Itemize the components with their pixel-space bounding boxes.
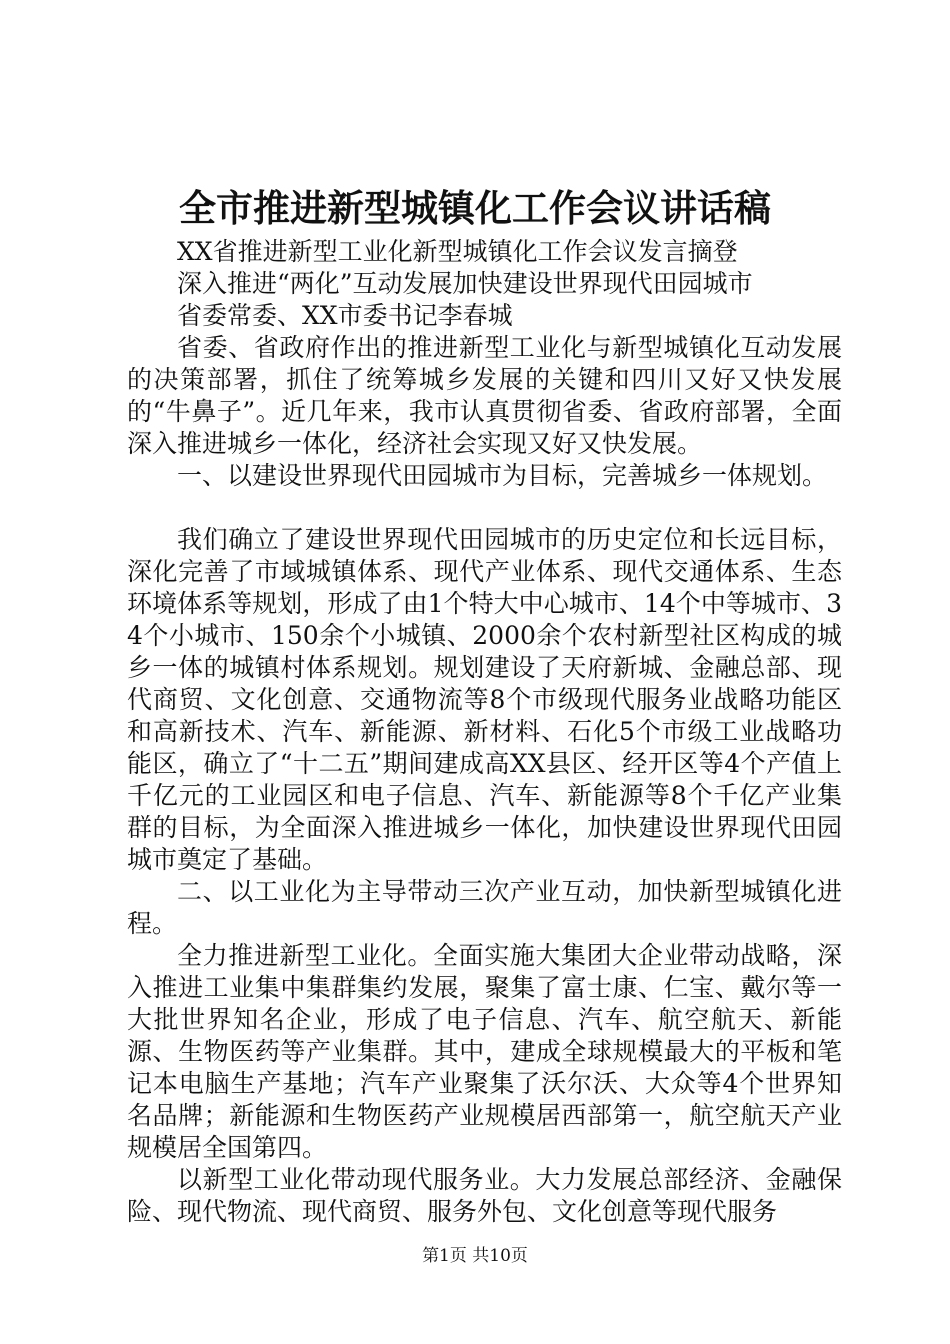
document-body: [127, 236, 842, 1228]
paragraph-intro: 省委、省政府作出的推进新型工业化与新型城镇化互动发展的决策部署，抓住了统筹城乡发展的关键和四川又好又快发展的“牛鼻子”。近几年来，我市认真贯彻省委、省政府部署，全面深入推进城乡一体化，经济社会实现又好又快发展。: [127, 333, 842, 458]
page-number-footer: 第1页 共10页: [422, 1246, 528, 1266]
paragraph-industrialization: 全力推进新型工业化。全面实施大集团大企业带动战略，深入推进工业集中集群集约发展，聚集了富士康、仁宝、戴尔等一大批世界知名企业，形成了电子信息、汽车、航空航天、新能源、生物医药等产业集群。其中，建成全球规模最大的平板和笔记本电脑生产基地；汽车产业聚集了沃尔沃、大众等4个世界知名品牌；新能源和生物医药产业规模居西部第一，航空航天产业规模居全国第四。: [127, 941, 842, 1162]
paragraph-subtitle-1: XX省推进新型工业化新型城镇化工作会议发言摘登: [177, 237, 738, 266]
paragraph-services: 以新型工业化带动现代服务业。大力发展总部经济、金融保险、现代物流、现代商贸、服务外包、文化创意等现代服务: [127, 1165, 842, 1226]
paragraph-author: 省委常委、XX市委书记李春城: [177, 301, 513, 330]
document-title: 全市推进新型城镇化工作会议讲话稿: [179, 186, 771, 230]
paragraph-subtitle-2: 深入推进“两化”互动发展加快建设世界现代田园城市: [177, 269, 753, 298]
paragraph-section-1-body: 我们确立了建设世界现代田园城市的历史定位和长远目标，深化完善了市域城镇体系、现代产业体系、现代交通体系、生态环境体系等规划，形成了由1个特大中心城市、14个中等城市、34个小城市、150余个小城镇、2000余个农村新型社区构成的城乡一体的城镇村体系规划。规划建设了天府新城、金融总部、现代商贸、文化创意、交通物流等8个市级现代服务业战略功能区和高新技术、汽车、新能源、新材料、石化5个市级工业战略功能区，确立了“十二五”期间建成高XX县区、经开区等4个产值上千亿元的工业园区和电子信息、汽车、新能源等8个千亿产业集群的目标，为全面深入推进城乡一体化，加快建设世界现代田园城市奠定了基础。: [127, 525, 842, 874]
section-heading-2: 二、以工业化为主导带动三次产业互动，加快新型城镇化进程。: [127, 877, 842, 938]
section-heading-1: 一、以建设世界现代田园城市为目标，完善城乡一体规划。: [177, 461, 828, 490]
